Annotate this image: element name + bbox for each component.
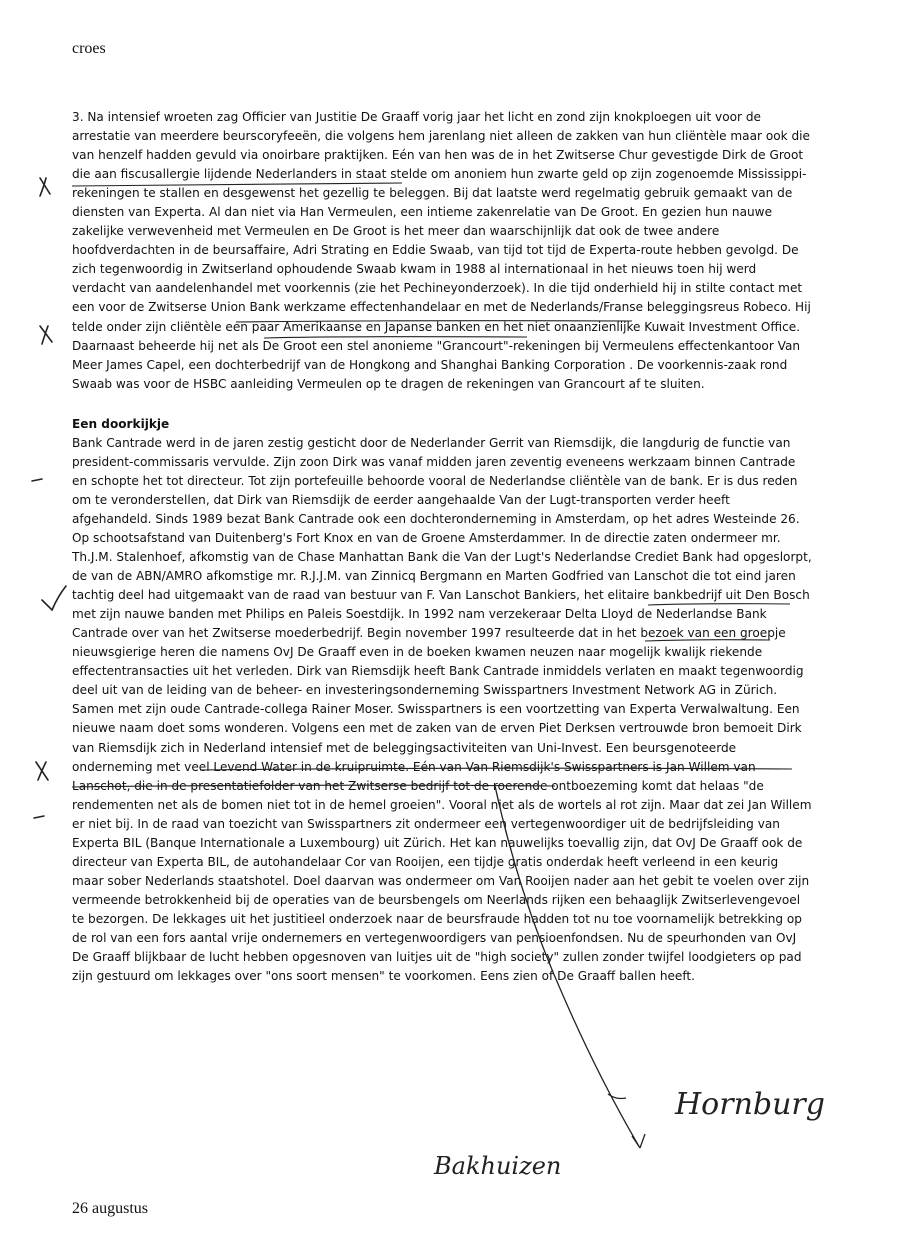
- margin-check-mark: [36, 762, 48, 780]
- margin-check-mark: [40, 326, 52, 344]
- margin-check-mark: [40, 178, 50, 196]
- page-footer-date: 26 augustus: [72, 1200, 148, 1217]
- margin-check-mark: [42, 586, 66, 610]
- page-header: croes: [72, 40, 106, 57]
- margin-dash: [32, 479, 42, 481]
- pen-stroke: [608, 1094, 626, 1099]
- paragraph-2: Bank Cantrade werd in de jaren zestig gesticht door de Nederlander Gerrit van Riemsdijk, die langdurig de functie van president-commissaris vervulde. Zijn zoon Dirk was vanaf midden jaren zeventig eveneens werkzaam binnen Cantrade en schopte het tot directeur. Tot zijn portefeuille behoorde vooral de Nederlandse cliëntèle van de bank. Er is dus reden om te veronderstellen, dat Dirk van Riemsdijk de eerder aangehaalde Van der Lugt-transporten verder heeft afgehandeld. Sinds 1989 bezat Bank Cantrade ook een dochteronderneming in Amsterdam, op het adres Westeinde 26. Op schootsafstand van Duitenberg's Fort Knox en van de Groene Amsterdammer. In de directie zaten ondermeer mr. Th.J.M. Stalenhoef, afkomstig van de Chase Manhattan Bank die Van der Lugt's Nederlandse Crediet Bank had opgeslorpt, de van de ABN/AMRO afkomstige mr. R.J.J.M. van Zinnicq Bergmann en Marten Godfried van Lanschot die tot eind jaren tachtig deel had uitgemaakt van de raad van bestuur van F. Van Lanschot Bankiers, het elitaire bankbedrijf uit Den Bosch met zijn nauwe banden met Philips en Paleis Soestdijk. In 1992 nam verzekeraar Delta Lloyd de Nederlandse Bank Cantrade over van het Zwitserse moederbedrijf. Begin november 1997 resulteerde dat in het bezoek van een groepje nieuwsgierige heren die namens OvJ De Graaff even in de boeken kwamen neuzen naar mogelijk kwalijk riekende effectentransacties uit het verleden. Dirk van Riemsdijk heeft Bank Cantrade inmiddels verlaten en maakt tegenwoordig deel uit van de leiding van de beheer- en investeringsonderneming Swisspartners Investment Network AG in Zürich. Samen met zijn oude Cantrade-collega Rainer Moser. Swisspartners is een voortzetting van Experta Verwalwaltung. Een nieuwe naam doet soms wonderen. Volgens een met de zaken van de erven Piet Derksen vertrouwde bron bemoeit Dirk van Riemsdijk zich in Nederland intensief met de beleggingsactiviteiten van Uni-Invest. Een beursgenoteerde onderneming met veel Levend Water in de kruipruimte. Eén van Van Riemsdijk's Swisspartners is Jan Willem van Lanschot, die in de presentatiefolder van het Zwitserse bedrijf tot de roerende ontboezeming komt dat helaas "de rendementen net als de bomen niet tot in de hemel groeien". Vooral niet als de wortels al rot zijn. Maar dat zei Jan Willem er niet bij. In de raad van toezicht van Swisspartners zit ondermeer een vertegenwoordiger uit de bedrijfsleiding van Experta BIL (Banque Internationale a Luxembourg) uit Zürich. Het kan nauwelijks toevallig zijn, dat OvJ De Graaff ook de directeur van Experta BIL, de autohandelaar Cor van Rooijen, een tijdje gratis onderdak heeft verleend in een keurig maar sober Nederlands staatshotel. Doel daarvan was ondermeer om Van Rooijen nader aan het gebit te voelen over zijn vermeende betrokkenheid bij de operaties van de beursbengels om Neerlands rijken een behaaglijk Zwitserlevengevoel te bezorgen. De lekkages uit het justitieel onderzoek naar de beursfraude hadden tot nu toe voornamelijk betrekking op de rol van een fors aantal vrije ondernemers en vertegenwoordigers van pensioenfondsen. Nu de speurhonden van OvJ De Graaff blijkbaar de lucht hebben opgesnoven van luitjes uit de "high society" zullen zonder twijfel loodgieters op pad zijn gestuurd om lekkages over "ons soort mensen" te voorkomen. Eens zien of De Graaff ballen heeft.: [72, 435, 812, 984]
- handwritten-name-1: Hornburg: [675, 1087, 825, 1122]
- margin-dash: [34, 816, 44, 818]
- handwritten-name-2: Bakhuizen: [434, 1152, 562, 1180]
- article-body: [72, 108, 812, 986]
- section-heading: Een doorkijkje: [72, 416, 170, 431]
- paragraph-1: 3. Na intensief wroeten zag Officier van Justitie De Graaff vorig jaar het licht en zond zijn knokploegen uit voor de arrestatie van meerdere beurscoryfeeën, die volgens hem jarenlang niet alleen de zakken van hun cliëntèle maar ook die van henzelf hadden gevuld via onoirbare praktijken. Eén van hen was de in het Zwitserse Chur gevestigde Dirk de Groot die aan fiscusallergie lijdende Nederlanders in staat stelde om anoniem hun zwarte geld op zijn zogenoemde Mississippi-rekeningen te stallen en desgewenst het gezellig te beleggen. Bij dat laatste werd regelmatig gebruik gemaakt van de diensten van Experta. Al dan niet via Han Vermeulen, een intieme zakenrelatie van De Groot. En gezien hun nauwe zakelijke verwevenheid met Vermeulen en De Groot is het meer dan waarschijnlijk dat ook de twee andere hoofdverdachten in de beursaffaire, Adri Strating en Eddie Swaab, van tijd tot tijd de Experta-route hebben gevolgd. De zich tegenwoordig in Zwitserland ophoudende Swaab kwam in 1988 al internationaal in het nieuws toen hij werd verdacht van aandelenhandel met voorkennis (zie het Pechineyonderzoek). In die tijd onderhield hij in stilte contact met een voor de Zwitserse Union Bank werkzame effectenhandelaar en met de Nederlands/Franse beleggingsreus Robeco. Hij telde onder zijn cliëntèle een paar Amerikaanse en Japanse banken en het niet onaanzienlijke Kuwait Investment Office. Daarnaast beheerde hij net als De Groot een stel anonieme "Grancourt"-rekeningen bij Vermeulens effectenkantoor Van Meer James Capel, een dochterbedrijf van de Hongkong and Shanghai Banking Corporation . De voorkennis-zaak rond Swaab was voor de HSBC aanleiding Vermeulen op te dragen de rekeningen van Grancourt af te sluiten.: [72, 110, 811, 391]
